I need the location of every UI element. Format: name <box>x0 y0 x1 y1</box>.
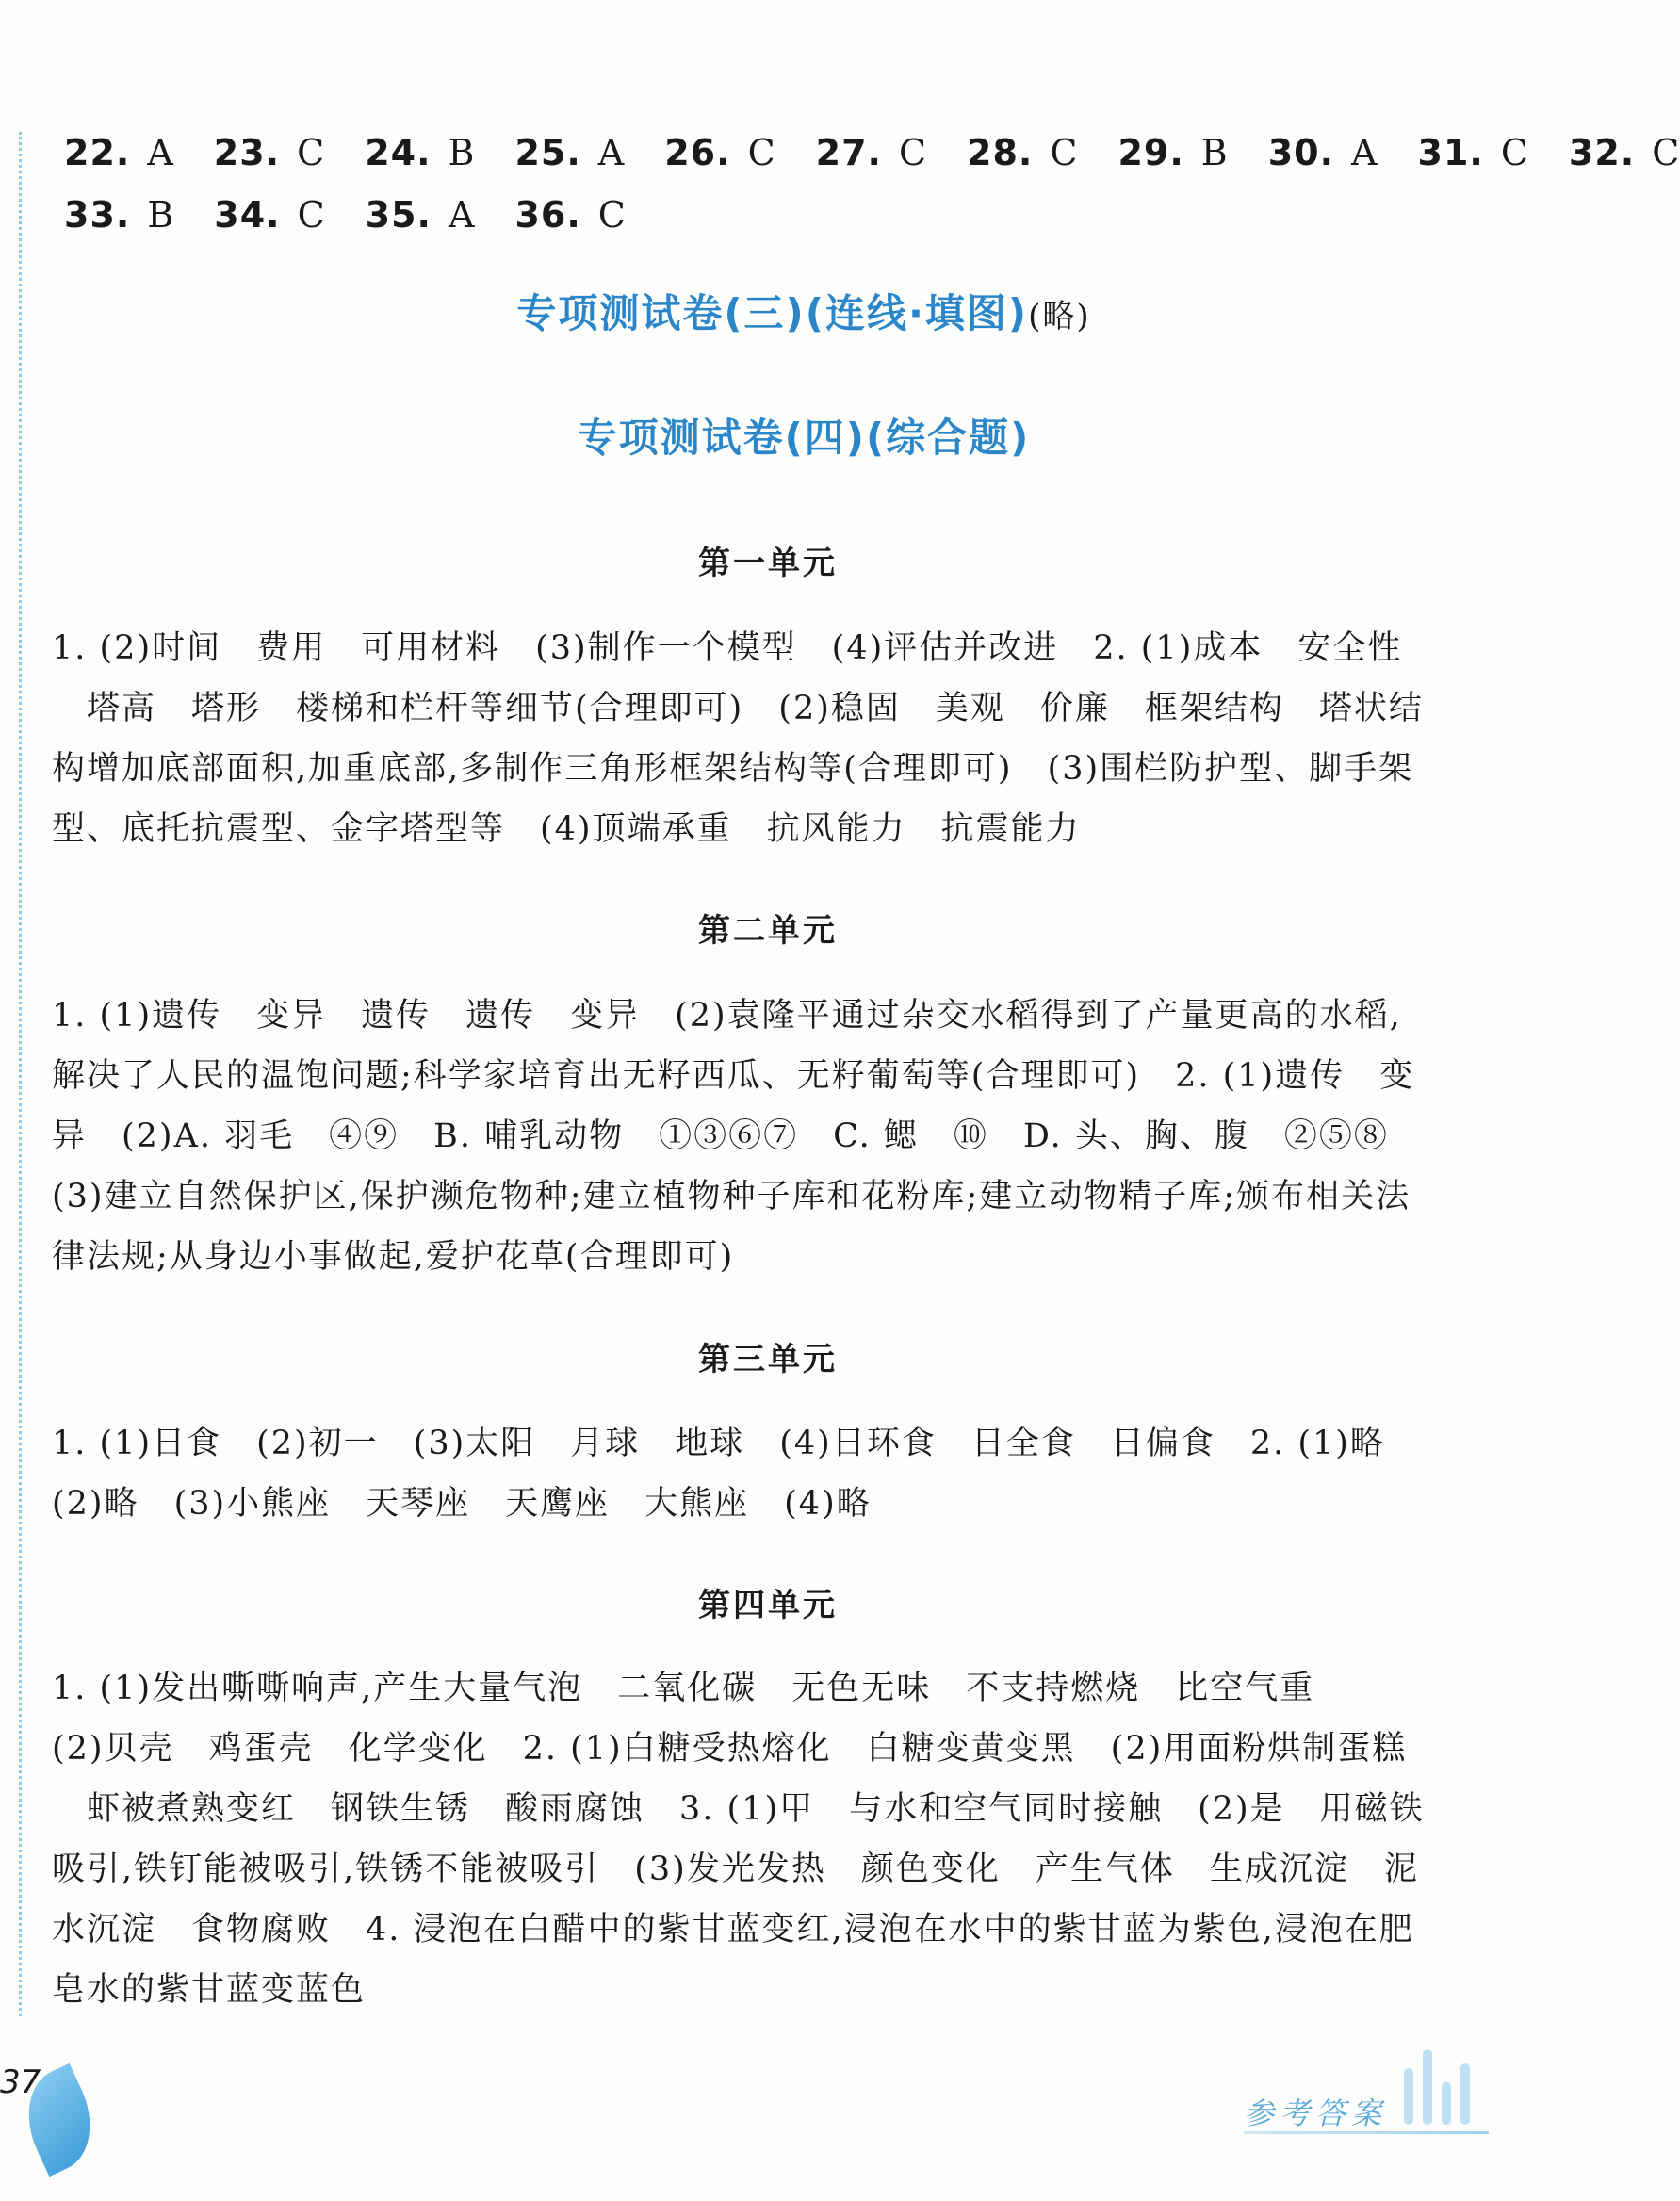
text-line: 解决了人民的温饱问题;科学家培育出无籽西瓜、无籽葡萄等(合理即可) 2. (1)遗传 变 <box>52 1057 1415 1095</box>
text-line: 水沉淀 食物腐败 4. 浸泡在白醋中的紫甘蓝变红,浸泡在水中的紫甘蓝为紫色,浸泡在肥 <box>52 1911 1414 1948</box>
heading-note: (略) <box>1028 298 1091 335</box>
section-heading-4: 专项测试卷(四)(综合题) <box>577 415 1031 461</box>
text-line: (3)建立自然保护区,保护濒危物种;建立植物种子库和花粉库;建立动物精子库;颁布相关法 <box>52 1178 1411 1215</box>
text-line: 吸引,铁钉能被吸引,铁锈不能被吸引 (3)发光发热 颜色变化 产生气体 生成沉淀 泥 <box>52 1850 1419 1888</box>
answer-item: 36. C <box>514 194 627 236</box>
unit-2-answers <box>52 986 1484 1287</box>
unit-3-answers <box>52 1413 1484 1534</box>
answer-row-2 <box>64 194 666 236</box>
text-line: 虾被煮熟变红 钢铁生锈 酸雨腐蚀 3. (1)甲 与水和空气同时接触 (2)是 用磁铁 <box>52 1790 1425 1828</box>
text-line: 1. (2)时间 费用 可用材料 (3)制作一个模型 (4)评估并改进 2. (1)成本 安全性 <box>52 629 1403 667</box>
footer-label: 参考答案 <box>1244 2095 1388 2131</box>
answer-item: 33. B <box>64 194 175 236</box>
page-number-block <box>0 2035 104 2177</box>
page-number: 37 <box>0 2063 41 2101</box>
text-line: 构增加底部面积,加重底部,多制作三角形框架结构等(合理即可) (3)围栏防护型、脚手架 <box>52 750 1414 788</box>
text-line: 1. (1)遗传 变异 遗传 遗传 变异 (2)袁隆平通过杂交水稻得到了产量更高的水稻, <box>52 997 1402 1035</box>
section-heading-3: 专项测试卷(三)(连线·填图)(略) <box>516 290 1091 336</box>
unit-title-3: 第三单元 <box>698 1341 838 1378</box>
unit-4-answers <box>52 1658 1484 2020</box>
text-line: 律法规;从身边小事做起,爱护花草(合理即可) <box>52 1238 735 1276</box>
unit-title-1: 第一单元 <box>698 545 838 582</box>
unit-1-answers <box>52 618 1484 859</box>
answer-item: 30. A <box>1267 132 1378 173</box>
unit-title-4: 第四单元 <box>698 1587 838 1624</box>
answer-item: 35. A <box>365 194 476 236</box>
text-line: 1. (1)发出嘶嘶响声,产生大量气泡 二氧化碳 无色无味 不支持燃烧 比空气重 <box>52 1670 1315 1707</box>
text-line: (2)贝壳 鸡蛋壳 化学变化 2. (1)白糖受热熔化 白糖变黄变黑 (2)用面粉烘制蛋糕 <box>52 1730 1408 1768</box>
text-line: 1. (1)日食 (2)初一 (3)太阳 月球 地球 (4)日环食 日全食 日偏食 2. (1)略 <box>52 1425 1385 1462</box>
text-line: 异 (2)A. 羽毛 ④⑨ B. 哺乳动物 ①③⑥⑦ C. 鳃 ⑩ D. 头、胸、腹 ②⑤⑧ <box>52 1117 1389 1155</box>
answer-item: 31. C <box>1417 132 1529 173</box>
answer-item: 26. C <box>664 132 776 173</box>
answer-item: 34. C <box>214 194 326 236</box>
text-line: (2)略 (3)小熊座 天琴座 天鹰座 大熊座 (4)略 <box>52 1485 872 1523</box>
answer-item: 24. B <box>365 132 476 173</box>
footer-rule <box>1244 2131 1489 2134</box>
text-line: 皂水的紫甘蓝变蓝色 <box>52 1971 367 2009</box>
answer-item: 27. C <box>815 132 928 173</box>
answer-item: 32. C <box>1568 132 1680 173</box>
unit-title-2: 第二单元 <box>698 912 838 950</box>
bars-decoration-icon <box>1395 2040 1479 2125</box>
answer-row-1 <box>64 132 1680 173</box>
answer-item: 29. B <box>1117 132 1229 173</box>
answer-item: 23. C <box>213 132 326 173</box>
answer-item: 28. C <box>967 132 1079 173</box>
answer-item: 22. A <box>64 132 174 173</box>
text-line: 型、底托抗震型、金字塔型等 (4)顶端承重 抗风能力 抗震能力 <box>52 810 1081 848</box>
text-line: 塔高 塔形 楼梯和栏杆等细节(合理即可) (2)稳固 美观 价廉 框架结构 塔状结 <box>52 690 1424 727</box>
answer-item: 25. A <box>514 132 626 173</box>
